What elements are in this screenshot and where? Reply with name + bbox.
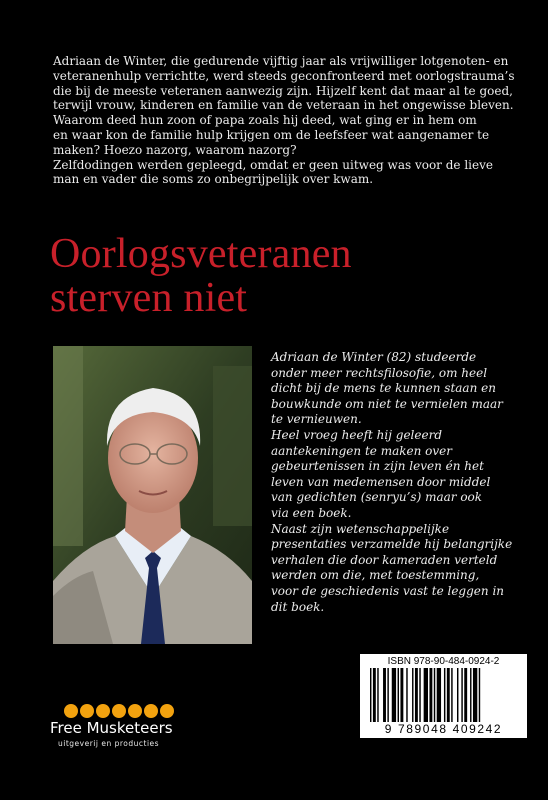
bio-line: te vernieuwen. (271, 412, 362, 427)
musketeer-icon (128, 704, 142, 718)
bio-line: van gedichten (senryu’s) maar ook (271, 490, 483, 505)
bio-line: leven van medemensen door middel (271, 474, 491, 489)
bio-line: via een boek. (271, 505, 352, 520)
publisher-tagline: uitgeverij en producties (58, 739, 160, 748)
bio-line: gebeurtenissen in zijn leven én het (271, 459, 484, 474)
blurb-line: en waar kon de familie hulp krijgen om de leefsfeer wat aangenamer te (53, 127, 490, 142)
bio-line: dicht bij de mens te kunnen staan en (271, 381, 496, 396)
blurb-line: terwijl vrouw, kinderen en familie van de veteraan in het ongewisse bleven. (53, 98, 514, 113)
bio-line: presentaties verzamelde hij belangrijke (271, 537, 513, 552)
book-title-line-1: Oorlogsveteranen (50, 231, 352, 277)
blurb-line: die bij de meeste veteranen aanwezig zijn. Hijzelf kent dat maar al te goed, (53, 83, 513, 98)
barcode-number: 9 789048 409242 (384, 722, 503, 736)
book-title (50, 232, 530, 320)
blurb-line: man en vader die soms zo onbegrijpelijk over kwam. (53, 172, 374, 187)
bio-line: aantekeningen te maken over (271, 443, 452, 458)
isbn-barcode (360, 654, 527, 738)
musketeer-icon (112, 704, 126, 718)
blurb-line: maken? Hoezo nazorg, waarom nazorg? (53, 142, 297, 157)
bio-line: Adriaan de Winter (82) studeerde (271, 350, 477, 364)
bio-line: voor de geschiedenis vast te leggen in (271, 583, 505, 598)
musketeer-icon (160, 704, 174, 718)
blurb-line: Adriaan de Winter, die gedurende vijftig jaar als vrijwilliger lotgenoten- en (53, 54, 509, 68)
musketeer-icon (80, 704, 94, 718)
bio-line: bouwkunde om niet te vernielen maar (271, 396, 503, 411)
bio-line: Heel vroeg heeft hij geleerd (271, 427, 443, 442)
musketeer-icon (144, 704, 158, 718)
blurb-line: Waarom deed hun zoon of papa zoals hij deed, wat ging er in hem om (53, 113, 477, 128)
author-bio (271, 350, 523, 615)
bio-line: dit boek. (271, 599, 325, 614)
bio-line: verhalen die door kameraden verteld (271, 552, 498, 567)
author-photo (53, 346, 252, 644)
publisher-logo (50, 704, 210, 754)
bio-line: Naast zijn wetenschappelijke (271, 521, 450, 536)
bio-line: werden om die, met toestemming, (271, 568, 480, 583)
back-cover-blurb (53, 54, 523, 187)
book-title-line-2: sterven niet (50, 275, 248, 321)
bio-line: onder meer rechtsfilosofie, om heel (271, 365, 488, 380)
publisher-name: Free Musketeers (50, 719, 173, 737)
blurb-line: veteranenhulp verrichtte, werd steeds geconfronteerd met oorlogstrauma’s (53, 68, 515, 83)
blurb-line: Zelfdodingen werden gepleegd, omdat er geen uitweg was voor de lieve (53, 157, 493, 172)
musketeer-icon (64, 704, 78, 718)
musketeer-icons (64, 704, 174, 718)
musketeer-icon (96, 704, 110, 718)
isbn-label: ISBN 978-90-484-0924-2 (387, 656, 500, 667)
